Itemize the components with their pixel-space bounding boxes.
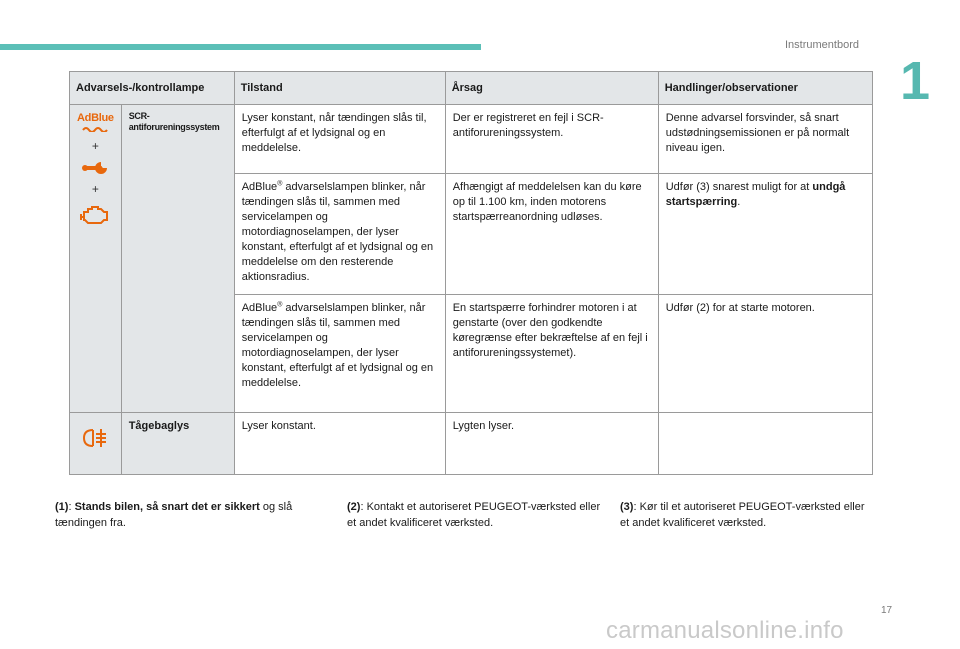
lamp-name: SCR-antiforureningssystem bbox=[128, 111, 220, 132]
table-row bbox=[70, 413, 873, 475]
action-cell bbox=[658, 413, 872, 475]
action-cell: Udfør (3) snarest muligt for at undgå startspærring. bbox=[658, 174, 872, 295]
scr-icon-cell bbox=[70, 105, 122, 413]
plus-sign: + bbox=[91, 139, 99, 153]
engine-icon bbox=[77, 204, 114, 226]
footnote-2: (2): Kontakt et autoriseret PEUGEOT-værksted eller et andet kvalificeret værksted. bbox=[347, 501, 601, 529]
header-accent-bar bbox=[0, 44, 481, 50]
cause-cell: Afhængigt af meddelelsen kan du køre op til 1.100 km, inden motorens startspærreanordning udløses. bbox=[445, 174, 658, 295]
header-state: Tilstand bbox=[234, 72, 445, 105]
table-row bbox=[70, 105, 873, 174]
wrench-icon bbox=[77, 161, 114, 175]
action-cell: Denne advarsel forsvinder, så snart udstødningsemissionen er på normalt niveau igen. bbox=[658, 105, 872, 174]
lamp-name: Tågebaglys bbox=[128, 420, 190, 432]
state-cell: Lyser konstant, når tændingen slås til, efterfulgt af et lydsignal og en meddelelse. bbox=[234, 105, 445, 174]
header-lamp: Advarsels-/kontrollampe bbox=[70, 72, 235, 105]
table-header-row bbox=[70, 72, 873, 105]
cause-cell: Der er registreret en fejl i SCR-antiforureningssystem. bbox=[445, 105, 658, 174]
header-action: Handlinger/observationer bbox=[658, 72, 872, 105]
state-cell: AdBlue® advarselslampen blinker, når tændingen slås til, sammen med servicelampen og motordiagnoselampen, der lyser konstant, efterfulgt af et lydsignal og en meddelelse. bbox=[234, 295, 445, 413]
chapter-number: 1 bbox=[900, 51, 931, 111]
cause-cell: Lygten lyser. bbox=[445, 413, 658, 475]
state-cell: Lyser konstant. bbox=[234, 413, 445, 475]
watermark: carmanualsonline.info bbox=[606, 617, 844, 644]
section-title: Instrumentbord bbox=[785, 39, 859, 51]
adblue-icon: AdBlue bbox=[77, 111, 114, 132]
action-cell: Udfør (2) for at starte motoren. bbox=[658, 295, 872, 413]
footnote-3: (3): Kør til et autoriseret PEUGEOT-værksted eller et andet kvalificeret værksted. bbox=[620, 501, 865, 529]
plus-sign: + bbox=[91, 182, 99, 196]
footnote-1: (1): Stands bilen, så snart det er sikkert og slå tændingen fra. bbox=[55, 501, 293, 529]
page-number: 17 bbox=[881, 605, 893, 616]
rear-fog-lamp-icon bbox=[77, 427, 114, 449]
cause-cell: En startspærre forhindrer motoren i at genstarte (over den godkendte køregrænse efter bekræftelse af en fejl i antiforureningssystemet). bbox=[445, 295, 658, 413]
fog-icon-cell bbox=[70, 413, 122, 475]
scr-lamp-name-cell bbox=[121, 105, 234, 413]
state-cell: AdBlue® advarselslampen blinker, når tændingen slås til, sammen med servicelampen og motordiagnoselampen, der lyser konstant, efterfulgt af et lydsignal og en meddelelse om den resterende aktionsradius. bbox=[234, 174, 445, 295]
fog-lamp-name-cell bbox=[121, 413, 234, 475]
header-cause: Årsag bbox=[445, 72, 658, 105]
warning-lamp-table bbox=[69, 71, 873, 475]
